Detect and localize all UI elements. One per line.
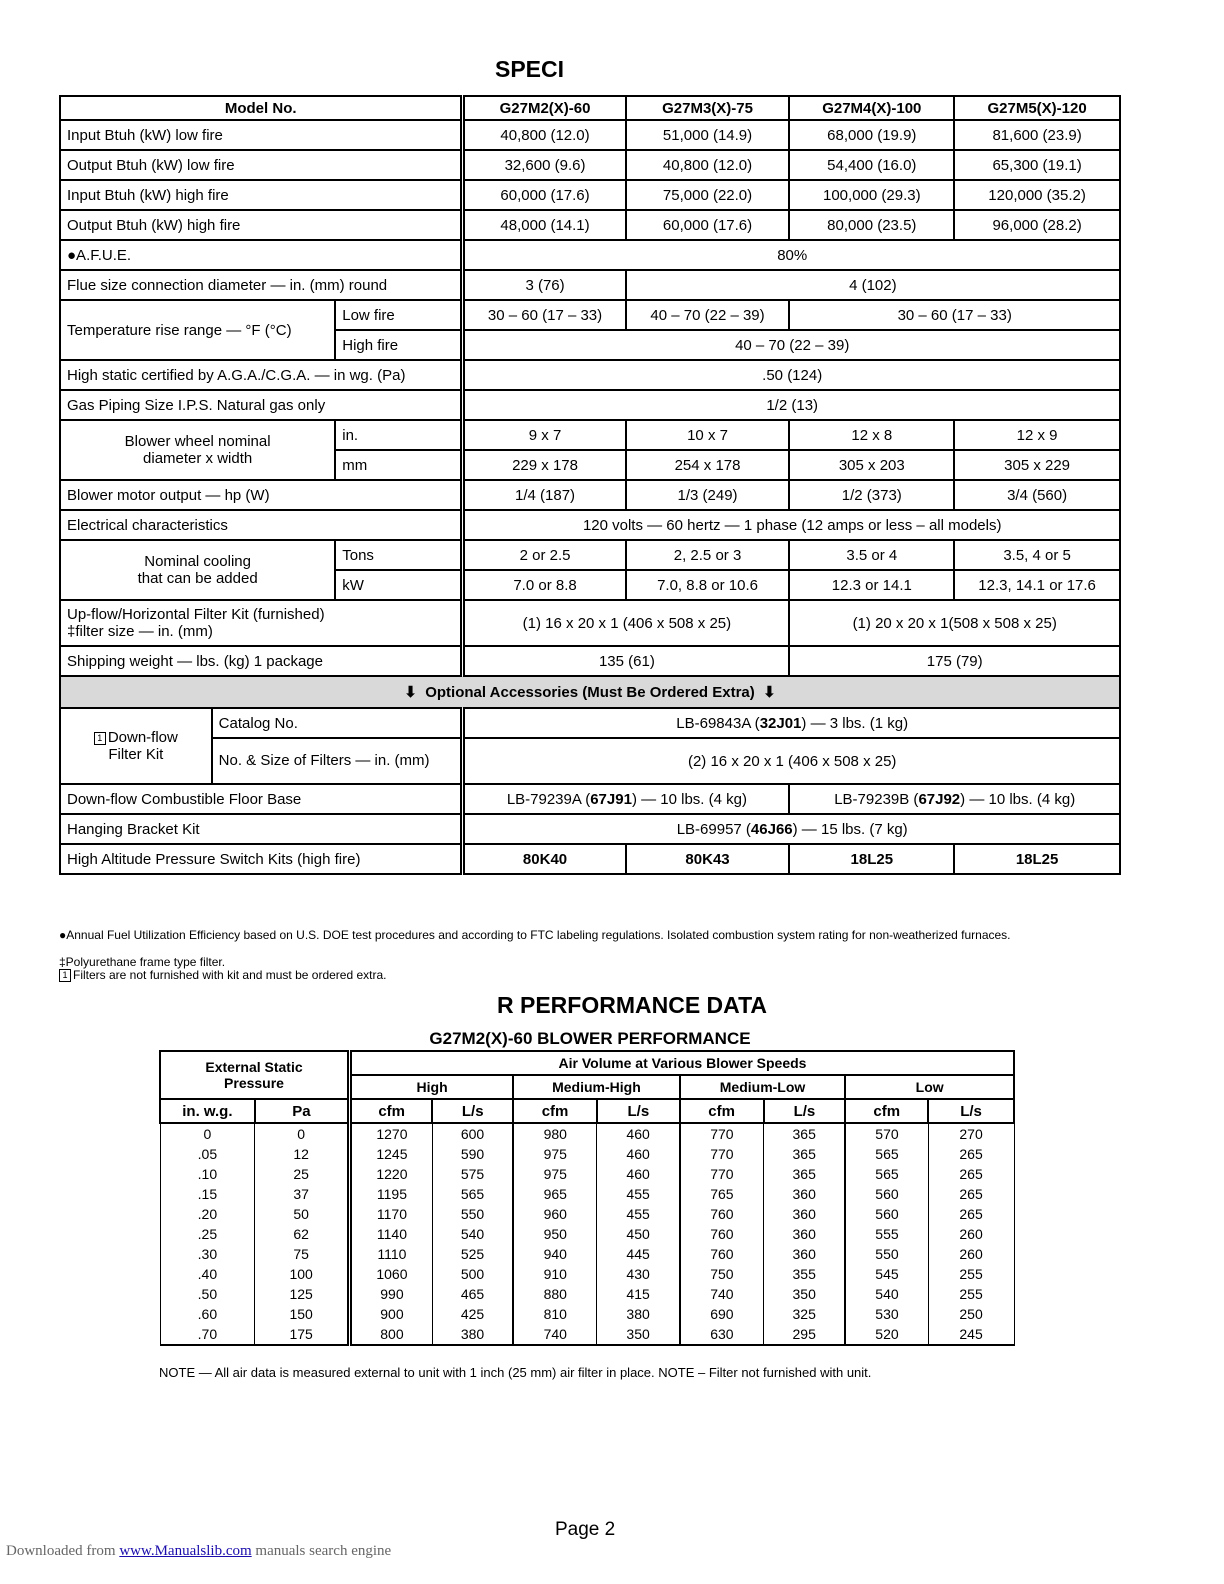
table-cell: 12 [255,1144,350,1164]
table-cell: 245 [928,1324,1014,1345]
table-cell: 125 [255,1284,350,1304]
cell: 80K43 [626,844,790,874]
row-label: Output Btuh (kW) low fire [60,150,463,180]
col-cfm: cfm [513,1099,597,1123]
cell: (2) 16 x 20 x 1 (406 x 508 x 25) [463,738,1120,784]
row-label: ●A.F.U.E. [60,240,463,270]
footnote-filter: ‡Polyurethane frame type filter. [59,955,226,969]
table-cell: 460 [597,1144,680,1164]
table-cell: 770 [680,1144,764,1164]
downflow-label-2: Filter Kit [108,746,164,763]
table-cell: 965 [513,1184,597,1204]
cell: (1) 20 x 20 x 1(508 x 508 x 25) [789,600,1120,646]
table-cell: 530 [845,1304,928,1324]
cooling-label-1: Nominal cooling [144,553,251,570]
col-cfm: cfm [845,1099,928,1123]
table-row [160,1264,1014,1284]
blower-note: NOTE — All air data is measured external to unit with 1 inch (25 mm) air filter in place. NOTE – Filter not furnished with unit. [159,1365,872,1380]
col-cfm: cfm [350,1099,433,1123]
row-label [60,420,335,480]
table-cell: .60 [160,1304,255,1324]
cell: 100,000 (29.3) [789,180,954,210]
cell: 40,800 (12.0) [626,150,790,180]
model-2: G27M3(X)-75 [626,96,790,120]
filter-kit-label-2: ‡filter size — in. (mm) [67,623,213,640]
table-row [160,1184,1014,1204]
cooling-label-2: that can be added [137,570,258,587]
table-cell: 565 [432,1184,513,1204]
table-cell: 1110 [350,1244,433,1264]
col-ls: L/s [432,1099,513,1123]
table-cell: 990 [350,1284,433,1304]
sub-label: Low fire [335,300,463,330]
row-label [60,600,463,646]
table-cell: 460 [597,1164,680,1184]
row-label: High Altitude Pressure Switch Kits (high fire) [60,844,463,874]
cell: 12 x 9 [954,420,1120,450]
cell: (1) 16 x 20 x 1 (406 x 508 x 25) [463,600,790,646]
model-4: G27M5(X)-120 [954,96,1120,120]
cell: 120 volts — 60 hertz — 1 phase (12 amps or less – all models) [463,510,1120,540]
cell: 12 x 8 [789,420,954,450]
table-cell: 0 [160,1123,255,1144]
table-cell: .50 [160,1284,255,1304]
table-cell: 250 [928,1304,1014,1324]
table-cell: 975 [513,1164,597,1184]
table-cell: 550 [845,1244,928,1264]
col-pa: Pa [255,1099,350,1123]
sub-label: mm [335,450,463,480]
table-cell: 360 [764,1224,846,1244]
row-label: Input Btuh (kW) high fire [60,180,463,210]
col-ls: L/s [597,1099,680,1123]
table-cell: 175 [255,1324,350,1345]
model-header: Model No. [60,96,463,120]
table-cell: 525 [432,1244,513,1264]
table-cell: 910 [513,1264,597,1284]
cell: 80% [463,240,1120,270]
cell: 40 – 70 (22 – 39) [626,300,790,330]
table-cell: 940 [513,1244,597,1264]
table-cell: 50 [255,1204,350,1224]
cell: 305 x 229 [954,450,1120,480]
table-cell: 810 [513,1304,597,1324]
arrow-down-icon: ⬇ [763,684,776,701]
speed-medium-high: Medium-High [513,1075,680,1099]
table-cell: 565 [845,1144,928,1164]
table-cell: .40 [160,1264,255,1284]
col-cfm: cfm [680,1099,764,1123]
downflow-kit-label [60,708,212,784]
col-ls: L/s [928,1099,1014,1123]
table-cell: 575 [432,1164,513,1184]
table-cell: 265 [928,1184,1014,1204]
table-cell: 75 [255,1244,350,1264]
note-box-icon: 1 [59,969,71,982]
table-cell: 500 [432,1264,513,1284]
row-label: Output Btuh (kW) high fire [60,210,463,240]
cell: 175 (79) [789,646,1120,676]
table-row [160,1144,1014,1164]
row-label: Shipping weight — lbs. (kg) 1 package [60,646,463,676]
table-cell: 37 [255,1184,350,1204]
table-cell: 545 [845,1264,928,1284]
cell: 75,000 (22.0) [626,180,790,210]
table-cell: 1195 [350,1184,433,1204]
row-label: Input Btuh (kW) low fire [60,120,463,150]
table-row [160,1304,1014,1324]
table-cell: 560 [845,1204,928,1224]
row-label: Hanging Bracket Kit [60,814,463,844]
table-cell: 960 [513,1204,597,1224]
cell: 68,000 (19.9) [789,120,954,150]
table-cell: 350 [597,1324,680,1345]
table-cell: 765 [680,1184,764,1204]
table-cell: 770 [680,1164,764,1184]
cell: 7.0 or 8.8 [463,570,626,600]
sub-label: Catalog No. [212,708,463,738]
table-cell: 380 [597,1304,680,1324]
table-cell: 520 [845,1324,928,1345]
cell: 60,000 (17.6) [463,180,626,210]
cell: 3 (76) [463,270,626,300]
cell: 51,000 (14.9) [626,120,790,150]
cell: 9 x 7 [463,420,626,450]
table-cell: 380 [432,1324,513,1345]
arrow-down-icon: ⬇ [404,684,417,701]
speed-high: High [350,1075,514,1099]
table-cell: 900 [350,1304,433,1324]
table-cell: 325 [764,1304,846,1324]
cell: 96,000 (28.2) [954,210,1120,240]
table-cell: 365 [764,1123,846,1144]
cell: 65,300 (19.1) [954,150,1120,180]
table-cell: 1060 [350,1264,433,1284]
table-row [160,1284,1014,1304]
cell: 120,000 (35.2) [954,180,1120,210]
table-row [160,1244,1014,1264]
table-row [160,1324,1014,1345]
table-cell: 800 [350,1324,433,1345]
table-cell: 360 [764,1184,846,1204]
table-cell: 1245 [350,1144,433,1164]
table-cell: 760 [680,1204,764,1224]
table-cell: 465 [432,1284,513,1304]
perf-title: R PERFORMANCE DATA [497,992,768,1018]
table-cell: 570 [845,1123,928,1144]
manualslib-link[interactable]: www.Manualslib.com [119,1543,252,1559]
table-cell: 1170 [350,1204,433,1224]
table-cell: 1270 [350,1123,433,1144]
table-row [160,1224,1014,1244]
table-cell: .10 [160,1164,255,1184]
table-cell: 365 [764,1164,846,1184]
table-cell: .25 [160,1224,255,1244]
cell: 80,000 (23.5) [789,210,954,240]
table-cell: 630 [680,1324,764,1345]
table-cell: 980 [513,1123,597,1144]
table-row [160,1164,1014,1184]
table-cell: 265 [928,1204,1014,1224]
cell: 1/3 (249) [626,480,790,510]
table-cell: 740 [513,1324,597,1345]
table-cell: 555 [845,1224,928,1244]
row-label: Gas Piping Size I.P.S. Natural gas only [60,390,463,420]
row-label [60,540,335,600]
cell: 10 x 7 [626,420,790,450]
table-row [160,1123,1014,1144]
cell: LB-79239A (67J91) — 10 lbs. (4 kg) [463,784,790,814]
blower-wheel-label-1: Blower wheel nominal [124,433,271,450]
optional-accessories-header [60,676,1120,708]
cell: 81,600 (23.9) [954,120,1120,150]
row-label: Flue size connection diameter — in. (mm) round [60,270,463,300]
spec-title: SPECI [495,56,565,82]
table-cell: 560 [845,1184,928,1204]
table-cell: 270 [928,1123,1014,1144]
table-cell: 100 [255,1264,350,1284]
downflow-label-1: Down-flow [107,729,178,746]
sub-label: in. [335,420,463,450]
table-cell: 265 [928,1144,1014,1164]
table-cell: 540 [432,1224,513,1244]
table-cell: 750 [680,1264,764,1284]
table-cell: 365 [764,1144,846,1164]
cell: 7.0, 8.8 or 10.6 [626,570,790,600]
table-cell: 360 [764,1244,846,1264]
table-cell: 455 [597,1204,680,1224]
table-cell: 455 [597,1184,680,1204]
sub-label: kW [335,570,463,600]
cell: 2, 2.5 or 3 [626,540,790,570]
blower-performance-table [159,1050,1015,1346]
table-cell: 415 [597,1284,680,1304]
table-cell: 0 [255,1123,350,1144]
footnote-afue: ●Annual Fuel Utilization Efficiency based on U.S. DOE test procedures and according to FTC labeling regulations. Isolated combustion system rating for non-weatherized furnaces. [59,928,1011,942]
cell: 60,000 (17.6) [626,210,790,240]
cell: 48,000 (14.1) [463,210,626,240]
note-box-icon: 1 [94,732,106,745]
cell: 4 (102) [626,270,1120,300]
cell: 18L25 [789,844,954,874]
cell: 3.5 or 4 [789,540,954,570]
table-row [160,1204,1014,1224]
cell: 305 x 203 [789,450,954,480]
cell: 2 or 2.5 [463,540,626,570]
row-label: High static certified by A.G.A./C.G.A. — in wg. (Pa) [60,360,463,390]
speed-low: Low [845,1075,1014,1099]
table-cell: .05 [160,1144,255,1164]
cell: 1/4 (187) [463,480,626,510]
cell: 30 – 60 (17 – 33) [463,300,626,330]
page-number: Page 2 [555,1519,616,1540]
cell: 3.5, 4 or 5 [954,540,1120,570]
col-inwg: in. w.g. [160,1099,255,1123]
cell: LB-69843A (32J01) — 3 lbs. (1 kg) [463,708,1120,738]
cell: 32,600 (9.6) [463,150,626,180]
model-1: G27M2(X)-60 [463,96,626,120]
cell: LB-79239B (67J92) — 10 lbs. (4 kg) [789,784,1120,814]
speed-medium-low: Medium-Low [680,1075,846,1099]
model-3: G27M4(X)-100 [789,96,954,120]
table-cell: 350 [764,1284,846,1304]
table-cell: 950 [513,1224,597,1244]
cell: 3/4 (560) [954,480,1120,510]
specifications-table [59,95,1121,875]
cell: 30 – 60 (17 – 33) [789,300,1120,330]
table-cell: 880 [513,1284,597,1304]
cell: 1/2 (13) [463,390,1120,420]
table-cell: 740 [680,1284,764,1304]
table-cell: 1220 [350,1164,433,1184]
esp-header: External Static Pressure [160,1051,350,1099]
sub-label: No. & Size of Filters — in. (mm) [212,738,463,784]
table-cell: 760 [680,1224,764,1244]
table-cell: 770 [680,1123,764,1144]
table-cell: 265 [928,1164,1014,1184]
cell: 254 x 178 [626,450,790,480]
table-cell: .70 [160,1324,255,1345]
table-cell: .30 [160,1244,255,1264]
table-cell: 600 [432,1123,513,1144]
cell: 12.3, 14.1 or 17.6 [954,570,1120,600]
optional-accessories-label: Optional Accessories (Must Be Ordered Extra) [425,684,755,701]
blower-wheel-label-2: diameter x width [143,450,253,467]
table-cell: .20 [160,1204,255,1224]
cell: .50 (124) [463,360,1120,390]
cell: 1/2 (373) [789,480,954,510]
table-cell: 260 [928,1224,1014,1244]
air-volume-header: Air Volume at Various Blower Speeds [350,1051,1014,1075]
cell: 40,800 (12.0) [463,120,626,150]
row-label: Electrical characteristics [60,510,463,540]
table-cell: 540 [845,1284,928,1304]
download-footer: Downloaded from www.Manualslib.com manuals search engine [6,1543,392,1559]
table-cell: 260 [928,1244,1014,1264]
table-cell: 62 [255,1224,350,1244]
table-cell: 255 [928,1284,1014,1304]
cell: 12.3 or 14.1 [789,570,954,600]
table-cell: 425 [432,1304,513,1324]
table-cell: 760 [680,1244,764,1264]
table-cell: 295 [764,1324,846,1345]
cell: 229 x 178 [463,450,626,480]
col-ls: L/s [764,1099,846,1123]
sub-label: High fire [335,330,463,360]
table-cell: 975 [513,1144,597,1164]
table-cell: 25 [255,1164,350,1184]
cell: LB-69957 (46J66) — 15 lbs. (7 kg) [463,814,1120,844]
table-cell: .15 [160,1184,255,1204]
table-cell: 360 [764,1204,846,1224]
table-cell: 150 [255,1304,350,1324]
table-cell: 1140 [350,1224,433,1244]
table-cell: 355 [764,1264,846,1284]
cell: 18L25 [954,844,1120,874]
table-cell: 450 [597,1224,680,1244]
footnote-kit: 1 Filters are not furnished with kit and must be ordered extra. [59,969,1121,982]
table-cell: 565 [845,1164,928,1184]
table-cell: 590 [432,1144,513,1164]
row-label: Temperature rise range — °F (°C) [60,300,335,360]
filter-kit-label-1: Up-flow/Horizontal Filter Kit (furnished) [67,606,325,623]
row-label: Blower motor output — hp (W) [60,480,463,510]
table-cell: 445 [597,1244,680,1264]
row-label: Down-flow Combustible Floor Base [60,784,463,814]
sub-label: Tons [335,540,463,570]
blower-table-title: G27M2(X)-60 BLOWER PERFORMANCE [429,1029,751,1048]
cell: 80K40 [463,844,626,874]
cell: 40 – 70 (22 – 39) [463,330,1120,360]
table-cell: 255 [928,1264,1014,1284]
cell: 135 (61) [463,646,790,676]
table-cell: 460 [597,1123,680,1144]
table-cell: 430 [597,1264,680,1284]
cell: 54,400 (16.0) [789,150,954,180]
table-cell: 550 [432,1204,513,1224]
table-cell: 690 [680,1304,764,1324]
